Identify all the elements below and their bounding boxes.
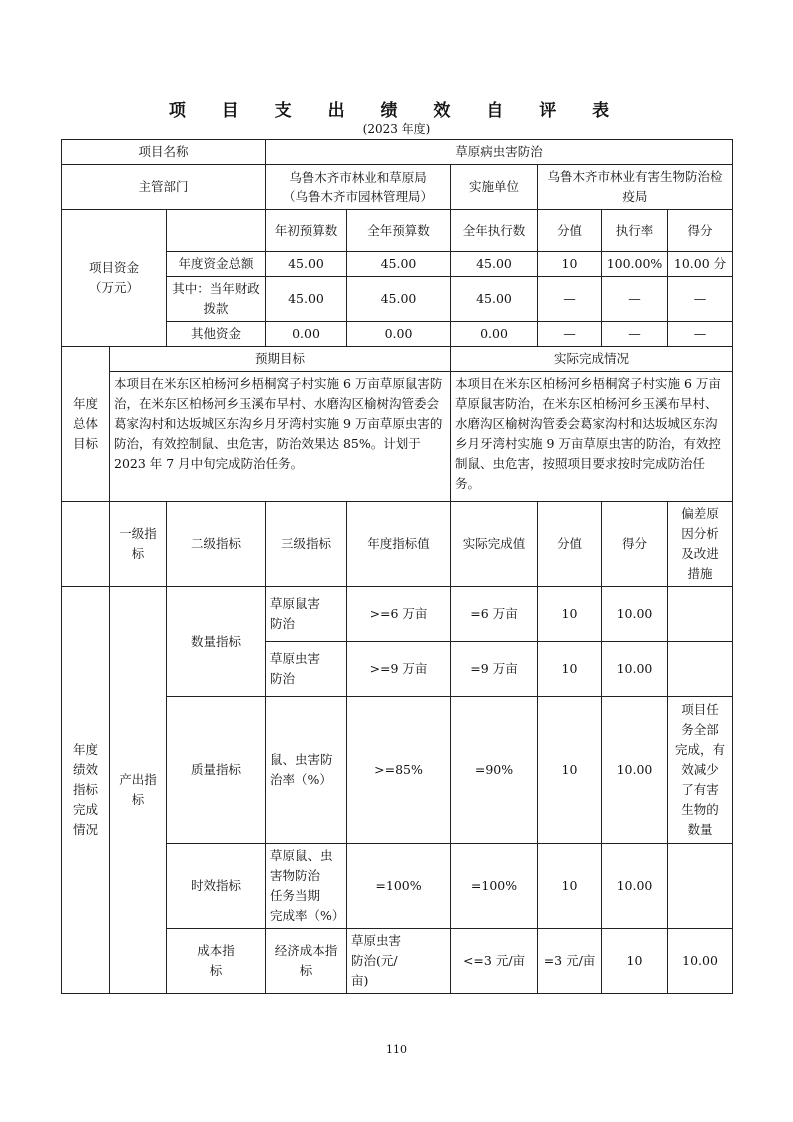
funds-row-label: 其他资金 [167,322,266,347]
indicator-score: 10.00 [602,587,668,642]
funds-row-score-value: 10 [538,252,602,277]
header-score-value: 分值 [538,502,602,587]
funds-row-rate: — [602,277,668,322]
indicator-score-value: 10 [538,642,602,697]
funds-header-row [62,210,733,252]
indicator-target: <=3 元/亩 [451,929,538,994]
indicator-score: 10.00 [668,929,733,994]
actual-completion-header: 实际完成情况 [451,347,733,372]
funds-row-rate: — [602,322,668,347]
quality-indicator-label: 质量指标 [167,697,266,844]
funds-row-rate: 100.00% [602,252,668,277]
year-subtitle: (2023 年度) [362,122,431,136]
funds-row-label: 年度资金总额 [167,252,266,277]
header-level1: 一级指 标 [110,502,167,587]
indicator-header-blank [62,502,110,587]
impl-label: 实施单位 [451,165,538,210]
page-number: 110 [386,1043,407,1056]
dept-label: 主管部门 [62,165,266,210]
funds-row-score: 10.00 分 [668,252,733,277]
deviation-note: 项目任 务全部 完成，有 效减少 了有害 生物的 数量 [668,697,733,844]
indicator-row [62,587,733,642]
funds-row-annual: 45.00 [347,252,451,277]
indicator-section-label: 年度 绩效 指标 完成 情况 [62,587,110,994]
goals-row [62,372,733,502]
funds-row-executed: 0.00 [451,322,538,347]
indicator-name: 草原鼠害 防治 [266,587,347,642]
funds-header-annual: 全年预算数 [347,210,451,252]
header-score: 得分 [602,502,668,587]
indicator-actual: =9 万亩 [451,642,538,697]
funds-header-initial: 年初预算数 [266,210,347,252]
indicator-deviation [668,587,733,642]
funds-row-annual: 45.00 [347,277,451,322]
header-target: 年度指标值 [347,502,451,587]
header-level2: 二级指标 [167,502,266,587]
funds-row-executed: 45.00 [451,277,538,322]
timeliness-indicator-label: 时效指标 [167,844,266,929]
indicator-name: 草原虫害 防治(元/ 亩) [347,929,451,994]
indicator-score: 10.00 [602,844,668,929]
funds-row-score-value: — [538,277,602,322]
funds-row-score-value: — [538,322,602,347]
funds-header-score: 得分 [668,210,733,252]
indicator-deviation [668,844,733,929]
funds-header-rate: 执行率 [602,210,668,252]
header-actual: 实际完成值 [451,502,538,587]
economic-cost-label: 经济成本指标 [266,929,347,994]
indicator-score-value: 10 [538,587,602,642]
indicator-target: =100% [347,844,451,929]
indicator-header-row [62,502,733,587]
indicator-name: 草原虫害 防治 [266,642,347,697]
indicator-actual: =90% [451,697,538,844]
funds-row-executed: 45.00 [451,252,538,277]
funds-row-initial: 0.00 [266,322,347,347]
performance-table [61,139,733,994]
indicator-deviation [668,642,733,697]
expected-goal-header: 预期目标 [110,347,451,372]
funds-row-initial: 45.00 [266,252,347,277]
funds-header-executed: 全年执行数 [451,210,538,252]
department-row [62,165,733,210]
header-deviation: 偏差原 因分析 及改进 措施 [668,502,733,587]
indicator-score-value: 10 [538,844,602,929]
funds-header-score-value: 分值 [538,210,602,252]
funds-header-blank [167,210,266,252]
page-title: 项 目 支 出 绩 效 自 评 表 [168,101,625,121]
expected-goal-text: 本项目在米东区柏杨河乡梧桐窝子村实施 6 万亩草原鼠害防治，在米东区柏杨河乡玉溪布早村、水磨沟区榆树沟管委会葛家沟村和达坂城区东沟乡月牙湾村实施 9 万亩草原虫害的防治，有效控制鼠、虫危害，防治效果达 85%。计划于 2023 年 7 月中旬完成防治任务。 [110,372,451,502]
impl-value: 乌鲁木齐市林业有害生物防治检疫局 [538,165,733,210]
indicator-target: >=9 万亩 [347,642,451,697]
project-name-value: 草原病虫害防治 [266,140,733,165]
goals-label: 年度 总体 目标 [62,347,110,502]
project-name-row [62,140,733,165]
funds-row-initial: 45.00 [266,277,347,322]
indicator-name: 鼠、虫害防 治率（%） [266,697,347,844]
indicator-actual: =6 万亩 [451,587,538,642]
indicator-score-value: 10 [602,929,668,994]
indicator-actual: =100% [451,844,538,929]
indicator-name: 草原鼠、虫 害物防治 任务当期 完成率（%） [266,844,347,929]
cost-indicator-label: 成本指 标 [167,929,266,994]
project-name-label: 项目名称 [62,140,266,165]
funds-row-score: — [668,277,733,322]
funds-label: 项目资金 （万元） [62,210,167,347]
indicator-score: 10.00 [602,697,668,844]
funds-row-label: 其中：当年财政拨款 [167,277,266,322]
actual-completion-text: 本项目在米东区柏杨河乡梧桐窝子村实施 6 万亩草原鼠害防治，在米东区柏杨河乡玉溪布早村、水磨沟区榆树沟管委会葛家沟村和达坂城区东沟乡月牙湾村实施 9 万亩草原虫害的防治，有效控制鼠、虫危害，按照项目要求按时完成防治任务。 [451,372,733,502]
goals-header-row [62,347,733,372]
funds-row-annual: 0.00 [347,322,451,347]
indicator-score: 10.00 [602,642,668,697]
dept-value: 乌鲁木齐市林业和草原局 （乌鲁木齐市园林管理局） [266,165,451,210]
header-level3: 三级指标 [266,502,347,587]
funds-row-score: — [668,322,733,347]
indicator-target: >=6 万亩 [347,587,451,642]
indicator-target: >=85% [347,697,451,844]
indicator-actual: =3 元/亩 [538,929,602,994]
quantity-indicator-label: 数量指标 [167,587,266,697]
indicator-score-value: 10 [538,697,602,844]
output-indicator-label: 产出指 标 [110,587,167,994]
